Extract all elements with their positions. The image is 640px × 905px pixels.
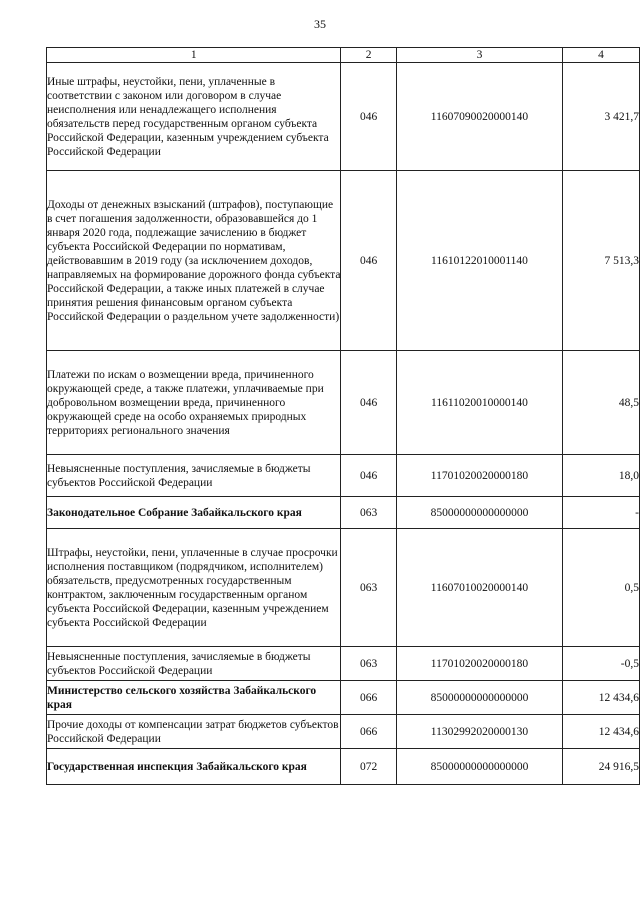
row-admin-code: 072 bbox=[341, 749, 396, 785]
row-amount: -0,5 bbox=[563, 647, 640, 681]
row-name: Иные штрафы, неустойки, пени, уплаченные в соответствии с законом или договором в случае неисполнения или ненадлежащего исполнения обязательств перед государственным органом субъекта Российской Федерации, казенным учреждением субъекта Российской Федерации bbox=[47, 63, 341, 171]
row-admin-code: 063 bbox=[341, 497, 396, 529]
header-col-1: 1 bbox=[47, 48, 341, 63]
row-kbk: 11302992020000130 bbox=[396, 715, 562, 749]
row-admin-code: 063 bbox=[341, 529, 396, 647]
page-number: 35 bbox=[314, 17, 326, 31]
row-kbk: 85000000000000000 bbox=[396, 749, 562, 785]
row-name: Государственная инспекция Забайкальского края bbox=[47, 749, 341, 785]
row-kbk: 11701020020000180 bbox=[396, 647, 562, 681]
row-admin-code: 046 bbox=[341, 351, 396, 455]
row-amount: 7 513,3 bbox=[563, 171, 640, 351]
table-row bbox=[47, 529, 640, 647]
row-name: Невыясненные поступления, зачисляемые в бюджеты субъектов Российской Федерации bbox=[47, 455, 341, 497]
row-name: Штрафы, неустойки, пени, уплаченные в случае просрочки исполнения поставщиком (подрядчиком, исполнителем) обязательств, предусмотренных государственным контрактом, заключенным государственным органом субъекта Российской Федерации, казенным учреждением субъекта Российской Федерации bbox=[47, 529, 341, 647]
row-kbk: 11610122010001140 bbox=[396, 171, 562, 351]
row-name: Прочие доходы от компенсации затрат бюджетов субъектов Российской Федерации bbox=[47, 715, 341, 749]
row-amount: 48,5 bbox=[563, 351, 640, 455]
table-header-row bbox=[47, 48, 640, 63]
row-name: Доходы от денежных взысканий (штрафов), поступающие в счет погашения задолженности, образовавшейся до 1 января 2020 года, подлежащие зачислению в бюджет субъекта Российской Федерации по нормативам, действовавшим в 2019 году (за исключением доходов, направляемых на формирование дорожного фонда субъекта Российской Федерации, а также иных платежей в случае принятия решения финансовым органом субъекта Российской Федерации о раздельном учете задолженности) bbox=[47, 171, 341, 351]
header-col-3: 3 bbox=[396, 48, 562, 63]
table-row bbox=[47, 715, 640, 749]
row-kbk: 85000000000000000 bbox=[396, 497, 562, 529]
row-kbk: 11611020010000140 bbox=[396, 351, 562, 455]
row-name: Платежи по искам о возмещении вреда, причиненного окружающей среде, а также платежи, уплачиваемые при добровольном возмещении вреда, причиненного окружающей среде на особо охраняемых природных территориях регионального значения bbox=[47, 351, 341, 455]
table-row bbox=[47, 63, 640, 171]
row-admin-code: 046 bbox=[341, 171, 396, 351]
row-name: Законодательное Собрание Забайкальского края bbox=[47, 497, 341, 529]
row-amount: 3 421,7 bbox=[563, 63, 640, 171]
row-amount: 18,0 bbox=[563, 455, 640, 497]
header-col-4: 4 bbox=[563, 48, 640, 63]
row-admin-code: 066 bbox=[341, 681, 396, 715]
header-col-2: 2 bbox=[341, 48, 396, 63]
row-kbk: 11701020020000180 bbox=[396, 455, 562, 497]
row-admin-code: 063 bbox=[341, 647, 396, 681]
row-name: Невыясненные поступления, зачисляемые в бюджеты субъектов Российской Федерации bbox=[47, 647, 341, 681]
table-row bbox=[47, 647, 640, 681]
row-amount: 24 916,5 bbox=[563, 749, 640, 785]
table-row bbox=[47, 749, 640, 785]
row-kbk: 11607010020000140 bbox=[396, 529, 562, 647]
row-name: Министерство сельского хозяйства Забайкальского края bbox=[47, 681, 341, 715]
table-row bbox=[47, 497, 640, 529]
table-row bbox=[47, 681, 640, 715]
row-admin-code: 066 bbox=[341, 715, 396, 749]
row-amount: 12 434,6 bbox=[563, 681, 640, 715]
row-kbk: 11607090020000140 bbox=[396, 63, 562, 171]
row-admin-code: 046 bbox=[341, 63, 396, 171]
table-row bbox=[47, 455, 640, 497]
table-row bbox=[47, 171, 640, 351]
row-amount: 12 434,6 bbox=[563, 715, 640, 749]
row-kbk: 85000000000000000 bbox=[396, 681, 562, 715]
row-admin-code: 046 bbox=[341, 455, 396, 497]
row-amount: - bbox=[563, 497, 640, 529]
revenue-table bbox=[46, 47, 640, 785]
table-row bbox=[47, 351, 640, 455]
row-amount: 0,5 bbox=[563, 529, 640, 647]
